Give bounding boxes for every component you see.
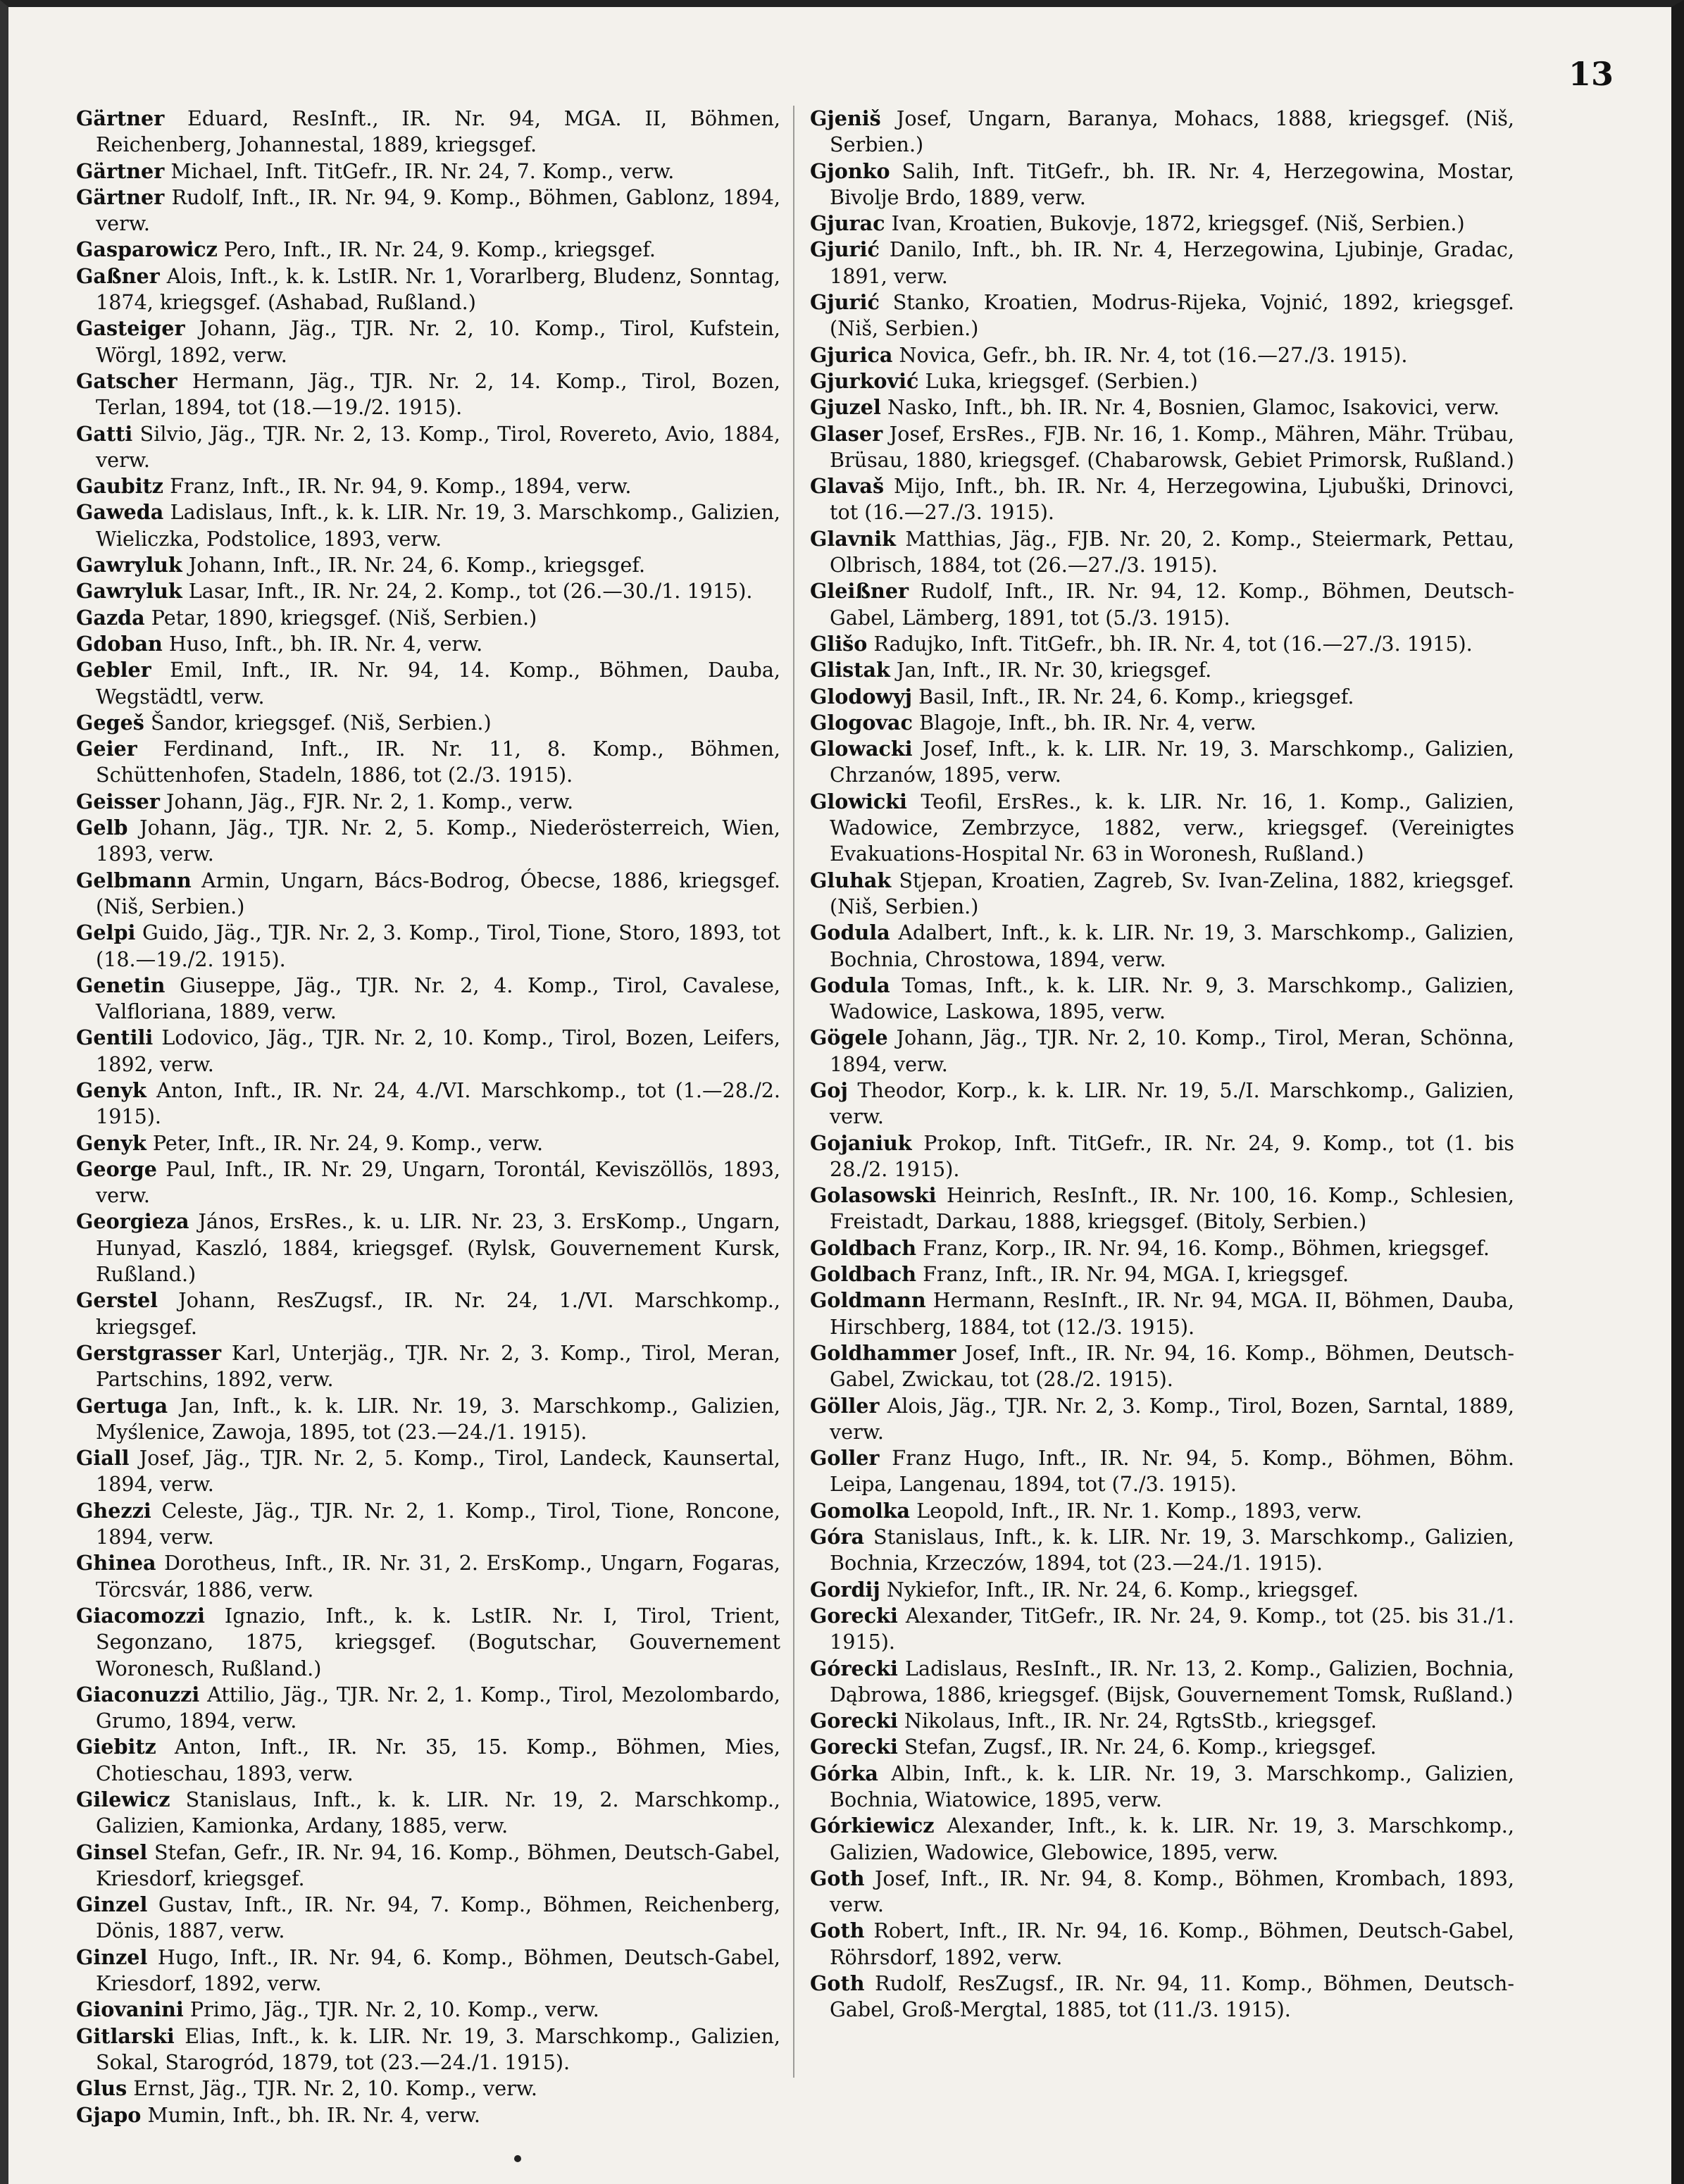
list-entry — [76, 368, 780, 421]
entry-surname: Gatti — [76, 421, 133, 446]
entry-details: Josef, Inft., IR. Nr. 94, 8. Komp., Böhmen, Krombach, 1893, verw. — [830, 1866, 1514, 1917]
list-entry — [810, 1130, 1514, 1183]
list-entry — [76, 1945, 780, 1997]
entry-details: Giuseppe, Jäg., TJR. Nr. 2, 4. Komp., Tirol, Cavalese, Valfloriana, 1889, verw. — [96, 973, 780, 1024]
entry-surname: Gjurić — [810, 237, 880, 262]
list-entry — [76, 552, 780, 578]
entry-details: Armin, Ungarn, Bács-Bodrog, Óbecse, 1886, kriegsgef. (Niš, Serbien.) — [96, 868, 780, 918]
entry-details: Franz Hugo, Inft., IR. Nr. 94, 5. Komp., Böhmen, Böhm. Leipa, Langenau, 1894, tot (7./3. 1915). — [830, 1446, 1514, 1497]
entry-details: Rudolf, Inft., IR. Nr. 94, 9. Komp., Böhmen, Gablonz, 1894, verw. — [96, 185, 780, 236]
entry-surname: Gjapo — [76, 2102, 142, 2127]
entry-details: Karl, Unterjäg., TJR. Nr. 2, 3. Komp., Tirol, Meran, Partschins, 1892, verw. — [96, 1340, 780, 1392]
entry-surname: Glogovac — [810, 710, 913, 735]
list-entry — [76, 316, 780, 368]
list-entry — [810, 473, 1514, 526]
entry-surname: Ginzel — [76, 1892, 148, 1917]
entry-surname: Glavaš — [810, 474, 885, 499]
entry-surname: Gomolka — [810, 1498, 911, 1523]
entry-surname: Gelbmann — [76, 868, 192, 892]
list-entry — [76, 631, 780, 657]
entry-surname: Gjuzel — [810, 395, 881, 420]
entry-surname: Geier — [76, 737, 137, 761]
entry-surname: Goldbach — [810, 1262, 917, 1287]
entry-surname: Goldhammer — [810, 1340, 956, 1365]
entry-details: Tomas, Inft., k. k. LIR. Nr. 9, 3. Marschkomp., Galizien, Wadowice, Laskowa, 1895, verw. — [830, 973, 1514, 1024]
list-entry — [810, 1734, 1514, 1760]
list-entry — [76, 868, 780, 921]
entry-surname: Goj — [810, 1078, 848, 1102]
entry-surname: Genetin — [76, 973, 166, 997]
list-entry — [810, 1261, 1514, 1287]
list-entry — [76, 789, 780, 815]
entry-surname: Giacomozzi — [76, 1603, 205, 1628]
entry-details: Ladislaus, Inft., k. k. LIR. Nr. 19, 3. Marschkomp., Galizien, Wieliczka, Podstolice, 1893, verw. — [96, 500, 780, 551]
entry-surname: Godula — [810, 921, 890, 945]
list-entry — [810, 868, 1514, 921]
list-entry — [76, 1682, 780, 1735]
list-entry — [76, 2023, 780, 2076]
entry-details: Alexander, Inft., k. k. LIR. Nr. 19, 3. Marschkomp., Galizien, Wadowice, Glebowice, 1895, verw. — [830, 1814, 1514, 1864]
list-entry — [76, 1550, 780, 1603]
entry-surname: Gebler — [76, 658, 151, 682]
list-entry — [810, 368, 1514, 394]
list-entry — [810, 1577, 1514, 1603]
entry-surname: Gordij — [810, 1577, 880, 1602]
list-entry — [76, 1498, 780, 1551]
list-entry — [76, 710, 780, 736]
entry-details: Josef, Ungarn, Baranya, Mohacs, 1888, kriegsgef. (Niš, Serbien.) — [830, 106, 1514, 157]
entry-details: Michael, Inft. TitGefr., IR. Nr. 24, 7. Komp., verw. — [164, 158, 675, 183]
entry-details: Matthias, Jäg., FJB. Nr. 20, 2. Komp., Steiermark, Pettau, Olbrisch, 1884, tot (26.—27./3. 1915). — [830, 526, 1514, 578]
list-entry — [810, 1025, 1514, 1078]
entry-details: Heinrich, ResInft., IR. Nr. 100, 16. Komp., Schlesien, Freistadt, Darkau, 1888, kriegsgef. (Bitoly, Serbien.) — [830, 1183, 1514, 1234]
list-entry — [76, 421, 780, 474]
entry-details: Johann, Jäg., TJR. Nr. 2, 10. Komp., Tirol, Meran, Schönna, 1894, verw. — [830, 1025, 1514, 1076]
left-column — [76, 106, 780, 2128]
entry-details: Johann, Jäg., TJR. Nr. 2, 10. Komp., Tirol, Kufstein, Wörgl, 1892, verw. — [96, 316, 780, 367]
entry-details: Paul, Inft., IR. Nr. 29, Ungarn, Torontál, Keviszöllös, 1893, verw. — [96, 1156, 780, 1208]
list-entry — [76, 1997, 780, 2023]
entry-details: Luka, kriegsgef. (Serbien.) — [918, 368, 1198, 393]
entry-details: Huso, Inft., bh. IR. Nr. 4, verw. — [162, 631, 483, 656]
list-entry — [810, 1498, 1514, 1524]
list-entry — [76, 920, 780, 973]
entry-surname: Gjurica — [810, 342, 893, 367]
list-entry — [810, 1656, 1514, 1709]
list-entry — [810, 578, 1514, 631]
entry-surname: Gluhak — [810, 868, 892, 892]
list-entry — [810, 1918, 1514, 1971]
entry-details: Petar, 1890, kriegsgef. (Niš, Serbien.) — [144, 605, 537, 630]
entry-details: Elias, Inft., k. k. LIR. Nr. 19, 3. Marschkomp., Galizien, Sokal, Starogród, 1879, tot (23.—24./1. 1915). — [96, 2023, 780, 2074]
list-entry — [76, 1209, 780, 1287]
entry-details: Danilo, Inft., bh. IR. Nr. 4, Herzegowina, Ljubinje, Gradac, 1891, verw. — [830, 237, 1514, 288]
list-entry — [810, 106, 1514, 158]
entry-details: Robert, Inft., IR. Nr. 94, 16. Komp., Böhmen, Deutsch-Gabel, Röhrsdorf, 1892, verw. — [830, 1918, 1514, 1969]
entry-surname: Gärtner — [76, 106, 165, 130]
entry-details: Albin, Inft., k. k. LIR. Nr. 19, 3. Marschkomp., Galizien, Bochnia, Wiatowice, 1895, verw. — [830, 1761, 1514, 1811]
list-entry — [810, 657, 1514, 683]
list-entry — [810, 684, 1514, 710]
entry-details: Franz, Inft., IR. Nr. 94, MGA. I, kriegsgef. — [916, 1262, 1349, 1287]
entry-details: Stefan, Zugsf., IR. Nr. 24, 6. Komp., kriegsgef. — [897, 1735, 1377, 1759]
list-entry — [810, 158, 1514, 211]
entry-surname: Gatscher — [76, 368, 177, 393]
entry-surname: Goth — [810, 1866, 865, 1890]
entry-surname: Glowacki — [810, 737, 913, 761]
list-entry — [76, 1078, 780, 1130]
list-entry — [810, 631, 1514, 657]
list-entry — [810, 1524, 1514, 1577]
list-entry — [76, 1445, 780, 1498]
entry-surname: Gazda — [76, 605, 145, 630]
entry-details: Hugo, Inft., IR. Nr. 94, 6. Komp., Böhmen, Deutsch-Gabel, Kriesdorf, 1892, verw. — [96, 1945, 780, 1996]
entry-surname: Golasowski — [810, 1183, 937, 1208]
entry-surname: Gjurković — [810, 368, 919, 393]
entry-surname: Georgieza — [76, 1209, 189, 1234]
entry-details: Anton, Inft., IR. Nr. 24, 4./VI. Marschkomp., tot (1.—28./2. 1915). — [96, 1078, 780, 1129]
entry-surname: Goller — [810, 1446, 880, 1471]
entry-details: Dorotheus, Inft., IR. Nr. 31, 2. ErsKomp., Ungarn, Fogaras, Törcsvár, 1886, verw. — [96, 1551, 780, 1602]
list-entry — [810, 1761, 1514, 1814]
entry-surname: Gögele — [810, 1025, 888, 1050]
list-entry — [810, 237, 1514, 289]
entry-surname: Gertuga — [76, 1393, 168, 1418]
entry-surname: Górka — [810, 1761, 878, 1785]
entry-surname: Gaßner — [76, 263, 160, 288]
entry-surname: Glišo — [810, 631, 868, 656]
list-entry — [810, 736, 1514, 789]
entry-details: Ignazio, Inft., k. k. LstIR. Nr. I, Tirol, Trient, Segonzano, 1875, kriegsgef. (Bogutschar, Gouvernement Woronesch, Rußland.) — [96, 1603, 780, 1680]
entry-surname: Góra — [810, 1525, 865, 1549]
entry-details: Silvio, Jäg., TJR. Nr. 2, 13. Komp., Tirol, Rovereto, Avio, 1884, verw. — [96, 421, 780, 472]
entry-surname: Giaconuzzi — [76, 1682, 200, 1706]
list-entry — [810, 1287, 1514, 1340]
entry-details: Guido, Jäg., TJR. Nr. 2, 3. Komp., Tirol, Tione, Storo, 1893, tot (18.—19./2. 1915). — [96, 921, 780, 971]
entry-surname: Gaweda — [76, 500, 164, 525]
entry-surname: Gorecki — [810, 1603, 898, 1628]
entry-details: Ferdinand, Inft., IR. Nr. 11, 8. Komp., Böhmen, Schüttenhofen, Stadeln, 1886, tot (2./3. 1915). — [96, 737, 780, 787]
entry-details: Alois, Inft., k. k. LstIR. Nr. 1, Vorarlberg, Bludenz, Sonntag, 1874, kriegsgef. (Ashabad, Rußland.) — [96, 263, 780, 315]
entry-details: Teofil, ErsRes., k. k. LIR. Nr. 16, 1. Komp., Galizien, Wadowice, Zembrzyce, 1882, verw., kriegsgef. (Vereinigtes Evakuations-Hospital Nr. 63 in Woronesh, Rußland.) — [830, 789, 1514, 866]
entry-details: Primo, Jäg., TJR. Nr. 2, 10. Komp., verw. — [183, 1997, 599, 2022]
entry-surname: Ginzel — [76, 1945, 148, 1969]
entry-surname: Gdoban — [76, 631, 163, 656]
entry-surname: Gjeniš — [810, 106, 881, 130]
list-entry — [76, 657, 780, 710]
entry-details: Gustav, Inft., IR. Nr. 94, 7. Komp., Böhmen, Reichenberg, Dönis, 1887, verw. — [96, 1892, 780, 1943]
entry-surname: Glodowyj — [810, 684, 912, 709]
list-entry — [810, 1971, 1514, 2023]
entry-details: Stanko, Kroatien, Modrus-Rijeka, Vojnić, 1892, kriegsgef. (Niš, Serbien.) — [830, 290, 1514, 341]
entry-surname: Gjurac — [810, 211, 885, 236]
entry-surname: Godula — [810, 973, 890, 997]
list-entry — [76, 1340, 780, 1393]
list-entry — [810, 1078, 1514, 1130]
entry-details: Leopold, Inft., IR. Nr. 1. Komp., 1893, verw. — [910, 1498, 1362, 1523]
entry-details: Stefan, Gefr., IR. Nr. 94, 16. Komp., Böhmen, Deutsch-Gabel, Kriesdorf, kriegsgef. — [96, 1840, 780, 1890]
list-entry — [76, 815, 780, 868]
entry-surname: Gawryluk — [76, 553, 182, 578]
entry-surname: Gasparowicz — [76, 237, 218, 262]
entry-details: Johann, Inft., IR. Nr. 24, 6. Komp., kriegsgef. — [182, 553, 646, 578]
list-entry — [810, 1445, 1514, 1498]
entry-details: Ladislaus, ResInft., IR. Nr. 13, 2. Komp., Galizien, Bochnia, Dąbrowa, 1886, kriegsgef. (Bijsk, Gouvernement Tomsk, Rußland.) — [830, 1656, 1514, 1706]
entry-details: Celeste, Jäg., TJR. Nr. 2, 1. Komp., Tirol, Tione, Roncone, 1894, verw. — [96, 1498, 780, 1549]
entry-details: Anton, Inft., IR. Nr. 35, 15. Komp., Böhmen, Mies, Chotieschau, 1893, verw. — [96, 1735, 780, 1785]
list-entry — [76, 106, 780, 158]
entry-details: Nikolaus, Inft., IR. Nr. 24, RgtsStb., kriegsgef. — [897, 1709, 1378, 1733]
entry-surname: Ghinea — [76, 1551, 156, 1575]
column-divider — [793, 106, 794, 2078]
entry-details: Nykiefor, Inft., IR. Nr. 24, 6. Komp., kriegsgef. — [880, 1577, 1359, 1602]
list-entry — [810, 1603, 1514, 1656]
list-entry — [810, 710, 1514, 736]
entry-details: Franz, Korp., IR. Nr. 94, 16. Komp., Böhmen, kriegsgef. — [916, 1235, 1490, 1260]
entry-details: Ernst, Jäg., TJR. Nr. 2, 10. Komp., verw. — [127, 2076, 537, 2101]
list-entry — [76, 605, 780, 631]
list-entry — [810, 1235, 1514, 1261]
entry-details: Jan, Inft., IR. Nr. 30, kriegsgef. — [890, 658, 1212, 682]
entry-surname: George — [76, 1156, 157, 1181]
entry-details: Hermann, Jäg., TJR. Nr. 2, 14. Komp., Tirol, Bozen, Terlan, 1894, tot (18.—19./2. 1915). — [96, 368, 780, 420]
list-entry — [810, 421, 1514, 474]
entry-surname: Giovanini — [76, 1997, 184, 2022]
list-entry — [76, 2076, 780, 2102]
list-entry — [76, 1287, 780, 1340]
entry-surname: Giall — [76, 1446, 130, 1471]
entry-details: Alexander, TitGefr., IR. Nr. 24, 9. Komp., tot (25. bis 31./1. 1915). — [830, 1603, 1514, 1654]
entry-details: Johann, Jäg., FJR. Nr. 2, 1. Komp., verw. — [159, 789, 574, 813]
entry-details: Adalbert, Inft., k. k. LIR. Nr. 19, 3. Marschkomp., Galizien, Bochnia, Chrostowa, 1894, verw. — [830, 921, 1514, 971]
entry-surname: Gärtner — [76, 185, 165, 209]
entry-details: Alois, Jäg., TJR. Nr. 2, 3. Komp., Tirol, Bozen, Sarntal, 1889, verw. — [830, 1393, 1514, 1444]
entry-surname: Goth — [810, 1918, 865, 1943]
entry-details: Josef, Jäg., TJR. Nr. 2, 5. Komp., Tirol, Landeck, Kaunsertal, 1894, verw. — [96, 1446, 780, 1497]
list-entry — [810, 289, 1514, 342]
list-entry — [76, 473, 780, 499]
entry-details: Johann, Jäg., TJR. Nr. 2, 5. Komp., Niederösterreich, Wien, 1893, verw. — [96, 816, 780, 866]
entry-surname: Gorecki — [810, 1709, 898, 1733]
list-entry — [810, 920, 1514, 973]
entry-details: Blagoje, Inft., bh. IR. Nr. 4, verw. — [912, 710, 1256, 735]
entry-details: Josef, Inft., k. k. LIR. Nr. 19, 3. Marschkomp., Galizien, Chrzanów, 1895, verw. — [830, 737, 1514, 787]
entry-surname: Gjurić — [810, 290, 880, 315]
entry-surname: Goldmann — [810, 1288, 926, 1313]
list-entry — [76, 2102, 780, 2128]
entry-details: Mumin, Inft., bh. IR. Nr. 4, verw. — [141, 2102, 480, 2127]
list-entry — [810, 342, 1514, 368]
list-entry — [76, 1892, 780, 1945]
entry-surname: Giebitz — [76, 1735, 156, 1759]
list-entry — [76, 1156, 780, 1209]
entry-surname: Geisser — [76, 789, 160, 813]
entry-surname: Gelb — [76, 816, 128, 840]
entry-details: Eduard, ResInft., IR. Nr. 94, MGA. II, Böhmen, Reichenberg, Johannestal, 1889, kriegsgef. — [96, 106, 780, 157]
entry-surname: Gojaniuk — [810, 1130, 912, 1155]
entry-surname: Goldbach — [810, 1235, 917, 1260]
list-entry — [810, 1183, 1514, 1235]
entry-details: Theodor, Korp., k. k. LIR. Nr. 19, 5./I. Marschkomp., Galizien, verw. — [830, 1078, 1514, 1129]
list-entry — [76, 185, 780, 237]
entry-surname: Genyk — [76, 1078, 146, 1102]
entry-surname: Gjonko — [810, 158, 890, 183]
entry-surname: Gaubitz — [76, 474, 164, 499]
entry-surname: Glistak — [810, 658, 890, 682]
entry-details: Johann, ResZugsf., IR. Nr. 24, 1./VI. Marschkomp., kriegsgef. — [96, 1288, 780, 1339]
list-entry — [810, 1340, 1514, 1393]
entry-details: Basil, Inft., IR. Nr. 24, 6. Komp., kriegsgef. — [912, 684, 1354, 709]
entry-surname: Górkiewicz — [810, 1814, 935, 1838]
list-entry — [76, 1734, 780, 1787]
entry-surname: Gasteiger — [76, 316, 185, 341]
list-entry — [810, 1393, 1514, 1446]
list-entry — [810, 973, 1514, 1025]
entry-surname: Göller — [810, 1393, 880, 1418]
entry-surname: Gawryluk — [76, 579, 182, 604]
entry-details: Attilio, Jäg., TJR. Nr. 2, 1. Komp., Tirol, Mezolombardo, Grumo, 1894, verw. — [96, 1682, 780, 1733]
print-mark-dot — [514, 2155, 521, 2162]
entry-surname: Ginsel — [76, 1840, 148, 1864]
entry-surname: Goth — [810, 1971, 865, 1996]
list-entry — [76, 158, 780, 185]
entry-details: Rudolf, Inft., IR. Nr. 94, 12. Komp., Böhmen, Deutsch-Gabel, Lämberg, 1891, tot (5./3. 1915). — [830, 579, 1514, 630]
entry-details: Mijo, Inft., bh. IR. Nr. 4, Herzegowina, Ljubuški, Drinovci, tot (16.—27./3. 1915). — [830, 474, 1514, 525]
list-entry — [76, 578, 780, 604]
entry-details: Franz, Inft., IR. Nr. 94, 9. Komp., 1894, verw. — [163, 474, 632, 499]
entry-details: Nasko, Inft., bh. IR. Nr. 4, Bosnien, Glamoc, Isakovici, verw. — [880, 395, 1500, 420]
entry-surname: Glaser — [810, 421, 883, 446]
list-entry — [76, 237, 780, 263]
entry-surname: Genyk — [76, 1130, 146, 1155]
entry-surname: Gitlarski — [76, 2023, 175, 2048]
entry-details: Pero, Inft., IR. Nr. 24, 9. Komp., kriegsgef. — [217, 237, 656, 262]
entry-details: Salih, Inft. TitGefr., bh. IR. Nr. 4, Herzegowina, Mostar, Bivolje Brdo, 1889, verw. — [830, 158, 1514, 209]
list-entry — [76, 1603, 780, 1682]
entry-details: Hermann, ResInft., IR. Nr. 94, MGA. II, Böhmen, Dauba, Hirschberg, 1884, tot (12./3. 1915). — [830, 1288, 1514, 1339]
list-entry — [76, 736, 780, 789]
entry-surname: Ghezzi — [76, 1498, 151, 1523]
entry-details: Lasar, Inft., IR. Nr. 24, 2. Komp., tot (26.—30./1. 1915). — [182, 579, 753, 604]
entry-surname: Gorecki — [810, 1735, 898, 1759]
entry-surname: Gerstel — [76, 1288, 158, 1313]
entry-details: Stanislaus, Inft., k. k. LIR. Nr. 19, 2. Marschkomp., Galizien, Kamionka, Ardany, 1885, verw. — [96, 1787, 780, 1838]
entry-surname: Gärtner — [76, 158, 165, 183]
entry-details: Radujko, Inft. TitGefr., bh. IR. Nr. 4, tot (16.—27./3. 1915). — [867, 631, 1473, 656]
entry-surname: Gerstgrasser — [76, 1340, 222, 1365]
right-column — [810, 106, 1514, 2023]
list-entry — [810, 1708, 1514, 1734]
entry-details: János, ErsRes., k. u. LIR. Nr. 23, 3. ErsKomp., Ungarn, Hunyad, Kaszló, 1884, kriegsgef. (Rylsk, Gouvernement Kursk, Rußland.) — [96, 1209, 780, 1287]
list-entry — [810, 526, 1514, 579]
list-entry — [76, 499, 780, 552]
entry-details: Jan, Inft., k. k. LIR. Nr. 19, 3. Marschkomp., Galizien, Myślenice, Zawoja, 1895, tot (23.—24./1. 1915). — [96, 1393, 780, 1444]
list-entry — [76, 1787, 780, 1840]
entry-surname: Gelpi — [76, 921, 136, 945]
list-entry — [76, 263, 780, 316]
list-entry — [76, 1025, 780, 1078]
list-entry — [76, 1393, 780, 1446]
list-entry — [76, 973, 780, 1025]
entry-details: Stanislaus, Inft., k. k. LIR. Nr. 19, 3. Marschkomp., Galizien, Bochnia, Krzeczów, 1894, tot (23.—24./1. 1915). — [830, 1525, 1514, 1575]
entry-details: Lodovico, Jäg., TJR. Nr. 2, 10. Komp., Tirol, Bozen, Leifers, 1892, verw. — [96, 1025, 780, 1076]
entry-details: Emil, Inft., IR. Nr. 94, 14. Komp., Böhmen, Dauba, Wegstädtl, verw. — [96, 658, 780, 709]
entry-surname: Gentili — [76, 1025, 154, 1050]
entry-details: Prokop, Inft. TitGefr., IR. Nr. 24, 9. Komp., tot (1. bis 28./2. 1915). — [830, 1130, 1514, 1181]
list-entry — [810, 211, 1514, 237]
entry-details: Novica, Gefr., bh. IR. Nr. 4, tot (16.—27./3. 1915). — [892, 342, 1408, 367]
entry-details: Josef, Inft., IR. Nr. 94, 16. Komp., Böhmen, Deutsch-Gabel, Zwickau, tot (28./2. 1915). — [830, 1340, 1514, 1392]
entry-surname: Gleißner — [810, 579, 909, 604]
entry-details: Stjepan, Kroatien, Zagreb, Sv. Ivan-Zelina, 1882, kriegsgef. (Niš, Serbien.) — [830, 868, 1514, 918]
entry-details: Rudolf, ResZugsf., IR. Nr. 94, 11. Komp., Böhmen, Deutsch-Gabel, Groß-Mergtal, 1885, tot (11./3. 1915). — [830, 1971, 1514, 2022]
entry-details: Peter, Inft., IR. Nr. 24, 9. Komp., verw. — [146, 1130, 544, 1155]
entry-surname: Górecki — [810, 1656, 898, 1680]
entry-details: Josef, ErsRes., FJB. Nr. 16, 1. Komp., Mähren, Mähr. Trübau, Brüsau, 1880, kriegsgef. (Chabarowsk, Gebiet Primorsk, Rußland.) — [830, 421, 1514, 472]
entry-surname: Glowicki — [810, 789, 907, 813]
entry-surname: Gilewicz — [76, 1787, 170, 1811]
entry-details: Šandor, kriegsgef. (Niš, Serbien.) — [144, 710, 492, 735]
list-entry — [810, 1813, 1514, 1866]
entry-surname: Gegeš — [76, 710, 144, 735]
list-entry — [810, 394, 1514, 420]
entry-details: Ivan, Kroatien, Bukovje, 1872, kriegsgef. (Niš, Serbien.) — [885, 211, 1465, 236]
entry-surname: Glus — [76, 2076, 127, 2101]
list-entry — [76, 1840, 780, 1892]
list-entry — [810, 789, 1514, 868]
list-entry — [810, 1866, 1514, 1918]
list-entry — [76, 1130, 780, 1156]
entry-surname: Glavnik — [810, 526, 896, 551]
page-number: 13 — [1568, 55, 1614, 93]
